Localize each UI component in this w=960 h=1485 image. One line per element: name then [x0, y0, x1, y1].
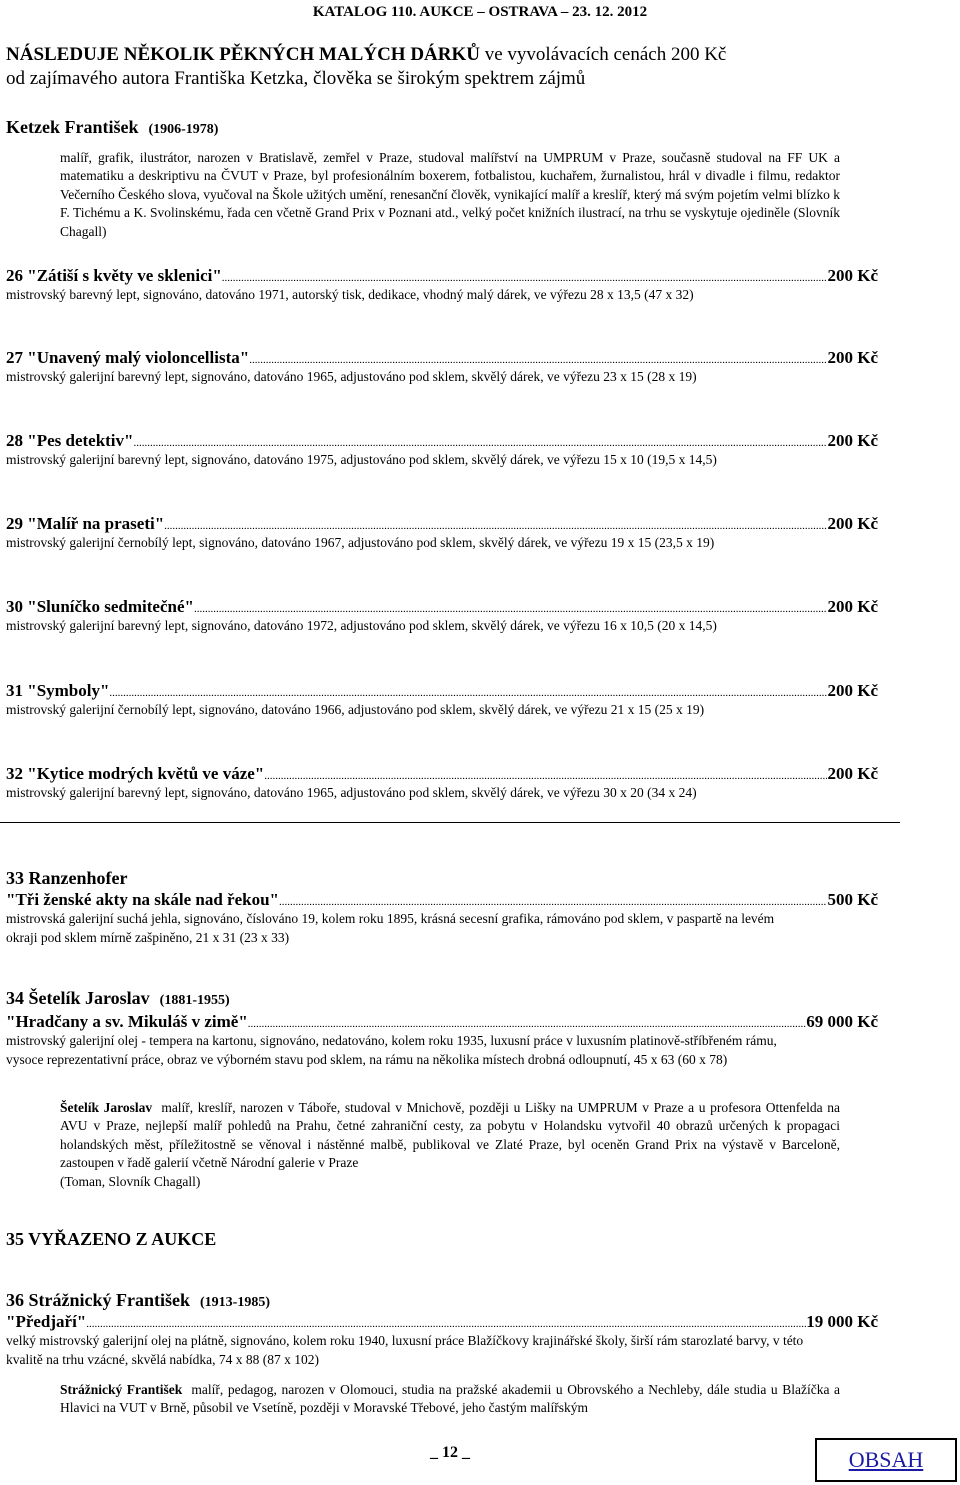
- item-title: "Tři ženské akty na skále nad řekou": [6, 890, 279, 909]
- item-31: [6, 681, 878, 720]
- artist-bio: malíř, grafik, ilustrátor, narozen v Bratislavě, zemřel v Praze, studoval malířství na UMPRUM v Praze, současně studoval na FF UK a matematiku a deskriptivu na ČVUT v Praze, byl profesionálním boxerem, fotbalistou, kuchařem, žurnalistou, hrál v divadle i filmu, redaktor Večerního Českého slova, vyučoval na Škole užitých umění, renesanční člověk, vynikající malíř a kreslíř, který má svým pojetím velmi blízko k F. Tichému a K. Svolinskému, řada cen včetně Grand Prix v Poznani atd., velký počet knižních ilustrací, na trhu se vyskytuje ojediněle (Slovník Chagall): [60, 150, 840, 239]
- artist-ketzek: [6, 117, 218, 138]
- page-number: _ 12 _: [430, 1444, 470, 1461]
- artist-name: 34 Šetelík Jaroslav: [6, 988, 150, 1008]
- intro-bold: NÁSLEDUJE NĚKOLIK PĚKNÝCH MALÝCH DÁRKŮ: [6, 44, 480, 65]
- item-description: mistrovský galerijní barevný lept, signováno, datováno 1972, adjustováno pod sklem, skvělý dárek, ve výřezu 16 x 10,5 (20 x 14,5): [6, 618, 717, 633]
- item-35-header: 35 VYŘAZENO Z AUKCE: [6, 1229, 217, 1249]
- item-description: mistrovský galerijní černobílý lept, signováno, datováno 1966, adjustováno pod sklem, skvělý dárek, ve výřezu 21 x 15 (25 x 19): [6, 702, 705, 717]
- artist-name: Ketzek František: [6, 117, 139, 137]
- obsah-link[interactable]: OBSAH: [848, 1447, 924, 1472]
- item-price: 200 Kč: [827, 266, 878, 285]
- item-34: [6, 1012, 878, 1069]
- item-price: 19 000 Kč: [806, 1312, 878, 1331]
- item-36-header: [6, 1290, 270, 1311]
- intro-line-2: od zajímavého autora Františka Ketzka, člověka se širokým spektrem zájmů: [6, 68, 586, 89]
- item-30: [6, 597, 878, 636]
- item-description: mistrovský barevný lept, signováno, datováno 1971, autorský tisk, dedikace, vhodný malý dárek, ve výřezu 28 x 13,5 (47 x 32): [6, 287, 694, 302]
- item-26: [6, 266, 878, 305]
- item-price: 200 Kč: [827, 597, 878, 616]
- artist-years: (1881-1955): [159, 993, 230, 1008]
- item-price: 200 Kč: [827, 764, 878, 783]
- artist-bio-straznicky: [60, 1381, 840, 1418]
- item-27: [6, 348, 878, 387]
- item-33-header: 33 Ranzenhofer: [6, 868, 128, 888]
- item-description: mistrovský galerijní černobílý lept, signováno, datováno 1967, adjustováno pod sklem, skvělý dárek, ve výřezu 19 x 15 (23,5 x 19): [6, 535, 715, 550]
- bio-name: Strážnický František: [60, 1382, 183, 1397]
- item-description: mistrovská galerijní suchá jehla, signováno, číslováno 19, kolem roku 1895, krásná secesní grafika, rámováno pod sklem, v paspartě na levém okraji pod sklem mírně zašpiněno, 21 x 31 (23 x 33): [6, 911, 775, 945]
- item-description: mistrovský galerijní barevný lept, signováno, datováno 1965, adjustováno pod sklem, skvělý dárek, ve výřezu 23 x 15 (28 x 19): [6, 369, 697, 384]
- item-title: 28 "Pes detektiv": [6, 431, 134, 450]
- item-description: mistrovský galerijní barevný lept, signováno, datováno 1965, adjustováno pod sklem, skvělý dárek, ve výřezu 30 x 20 (34 x 24): [6, 785, 697, 800]
- artist-years: (1906-1978): [148, 122, 219, 137]
- intro-rest: ve vyvolávacích cenách 200 Kč: [484, 44, 727, 65]
- item-title: 31 "Symboly": [6, 681, 110, 700]
- item-price: 200 Kč: [827, 681, 878, 700]
- bio-source: (Toman, Slovník Chagall): [60, 1173, 201, 1189]
- item-price: 200 Kč: [827, 431, 878, 450]
- item-title: "Předjaří": [6, 1312, 87, 1331]
- item-title: 27 "Unavený malý violoncellista": [6, 348, 250, 367]
- bio-name: Šetelík Jaroslav: [60, 1100, 153, 1115]
- item-36: [6, 1312, 878, 1369]
- intro-line-1: [6, 44, 726, 66]
- bio-text: malíř, pedagog, narozen v Olomouci, studia na pražské akademii u Obrovského a Nechleby, dále studia u Blažíčka a Hlavici na VUT v Brně, působil ve Vsetíně, později v Moravské Třebové, jeho častým malířským: [60, 1382, 840, 1416]
- item-28: [6, 431, 878, 470]
- item-title: 29 "Malíř na praseti": [6, 514, 165, 533]
- item-price: 200 Kč: [827, 514, 878, 533]
- catalog-header: KATALOG 110. AUKCE – OSTRAVA – 23. 12. 2012: [312, 4, 648, 20]
- artist-name: 36 Strážnický František: [6, 1290, 190, 1310]
- item-description: velký mistrovský galerijní olej na plátně, signováno, kolem roku 1940, luxusní práce Blažíčkovy krajinářské školy, širší rám starozlaté barvy, v této kvalitě na trhu vzácné, skvělá nabídka, 74 x 88 (87 x 102): [6, 1333, 804, 1367]
- item-price: 500 Kč: [827, 890, 878, 909]
- divider: [0, 822, 900, 823]
- item-title: 30 "Sluníčko sedmitečné": [6, 597, 194, 616]
- artist-years: (1913-1985): [200, 1295, 270, 1310]
- item-33: [6, 890, 878, 947]
- item-price: 200 Kč: [827, 348, 878, 367]
- item-34-header: [6, 988, 230, 1009]
- item-description: mistrovský galerijní olej - tempera na kartonu, signováno, nedatováno, kolem roku 1935, luxusní práce v luxusním platinově-stříbřeném rámu, vysoce reprezentativní práce, obraz ve výborném stavu pod sklem, na rámu na několika místech drobná odloupnutí, 45 x 63 (60 x 78): [6, 1033, 777, 1067]
- item-title: "Hradčany a sv. Mikuláš v zimě": [6, 1012, 248, 1031]
- item-29: [6, 514, 878, 553]
- item-32: [6, 764, 878, 803]
- obsah-box: [815, 1438, 957, 1482]
- item-title: 26 "Zátiší s květy ve sklenici": [6, 266, 222, 285]
- artist-bio-setelik: [60, 1099, 840, 1191]
- item-description: mistrovský galerijní barevný lept, signováno, datováno 1975, adjustováno pod sklem, skvělý dárek, ve výřezu 15 x 10 (19,5 x 14,5): [6, 452, 717, 467]
- item-price: 69 000 Kč: [806, 1012, 878, 1031]
- bio-text: malíř, kreslíř, narozen v Táboře, studoval v Mnichově, později u Lišky na UMPRUM v Praze a u profesora Ottenfelda na AVU v Praze, nejlepší malíř pohledů na Prahu, četné zahraniční cesty, za pobytu v Holandsku vytvořil 40 obrazů určených k propagaci holandských měst, příležitostně se věnoval i nástěnné malbě, publikoval ve Zlaté Praze, byl oceněn Grand Prix na výstavě v Barceloně, zastoupen v řadě galerií včetně Národní galerie v Praze: [60, 1100, 841, 1171]
- item-title: 32 "Kytice modrých květů ve váze": [6, 764, 265, 783]
